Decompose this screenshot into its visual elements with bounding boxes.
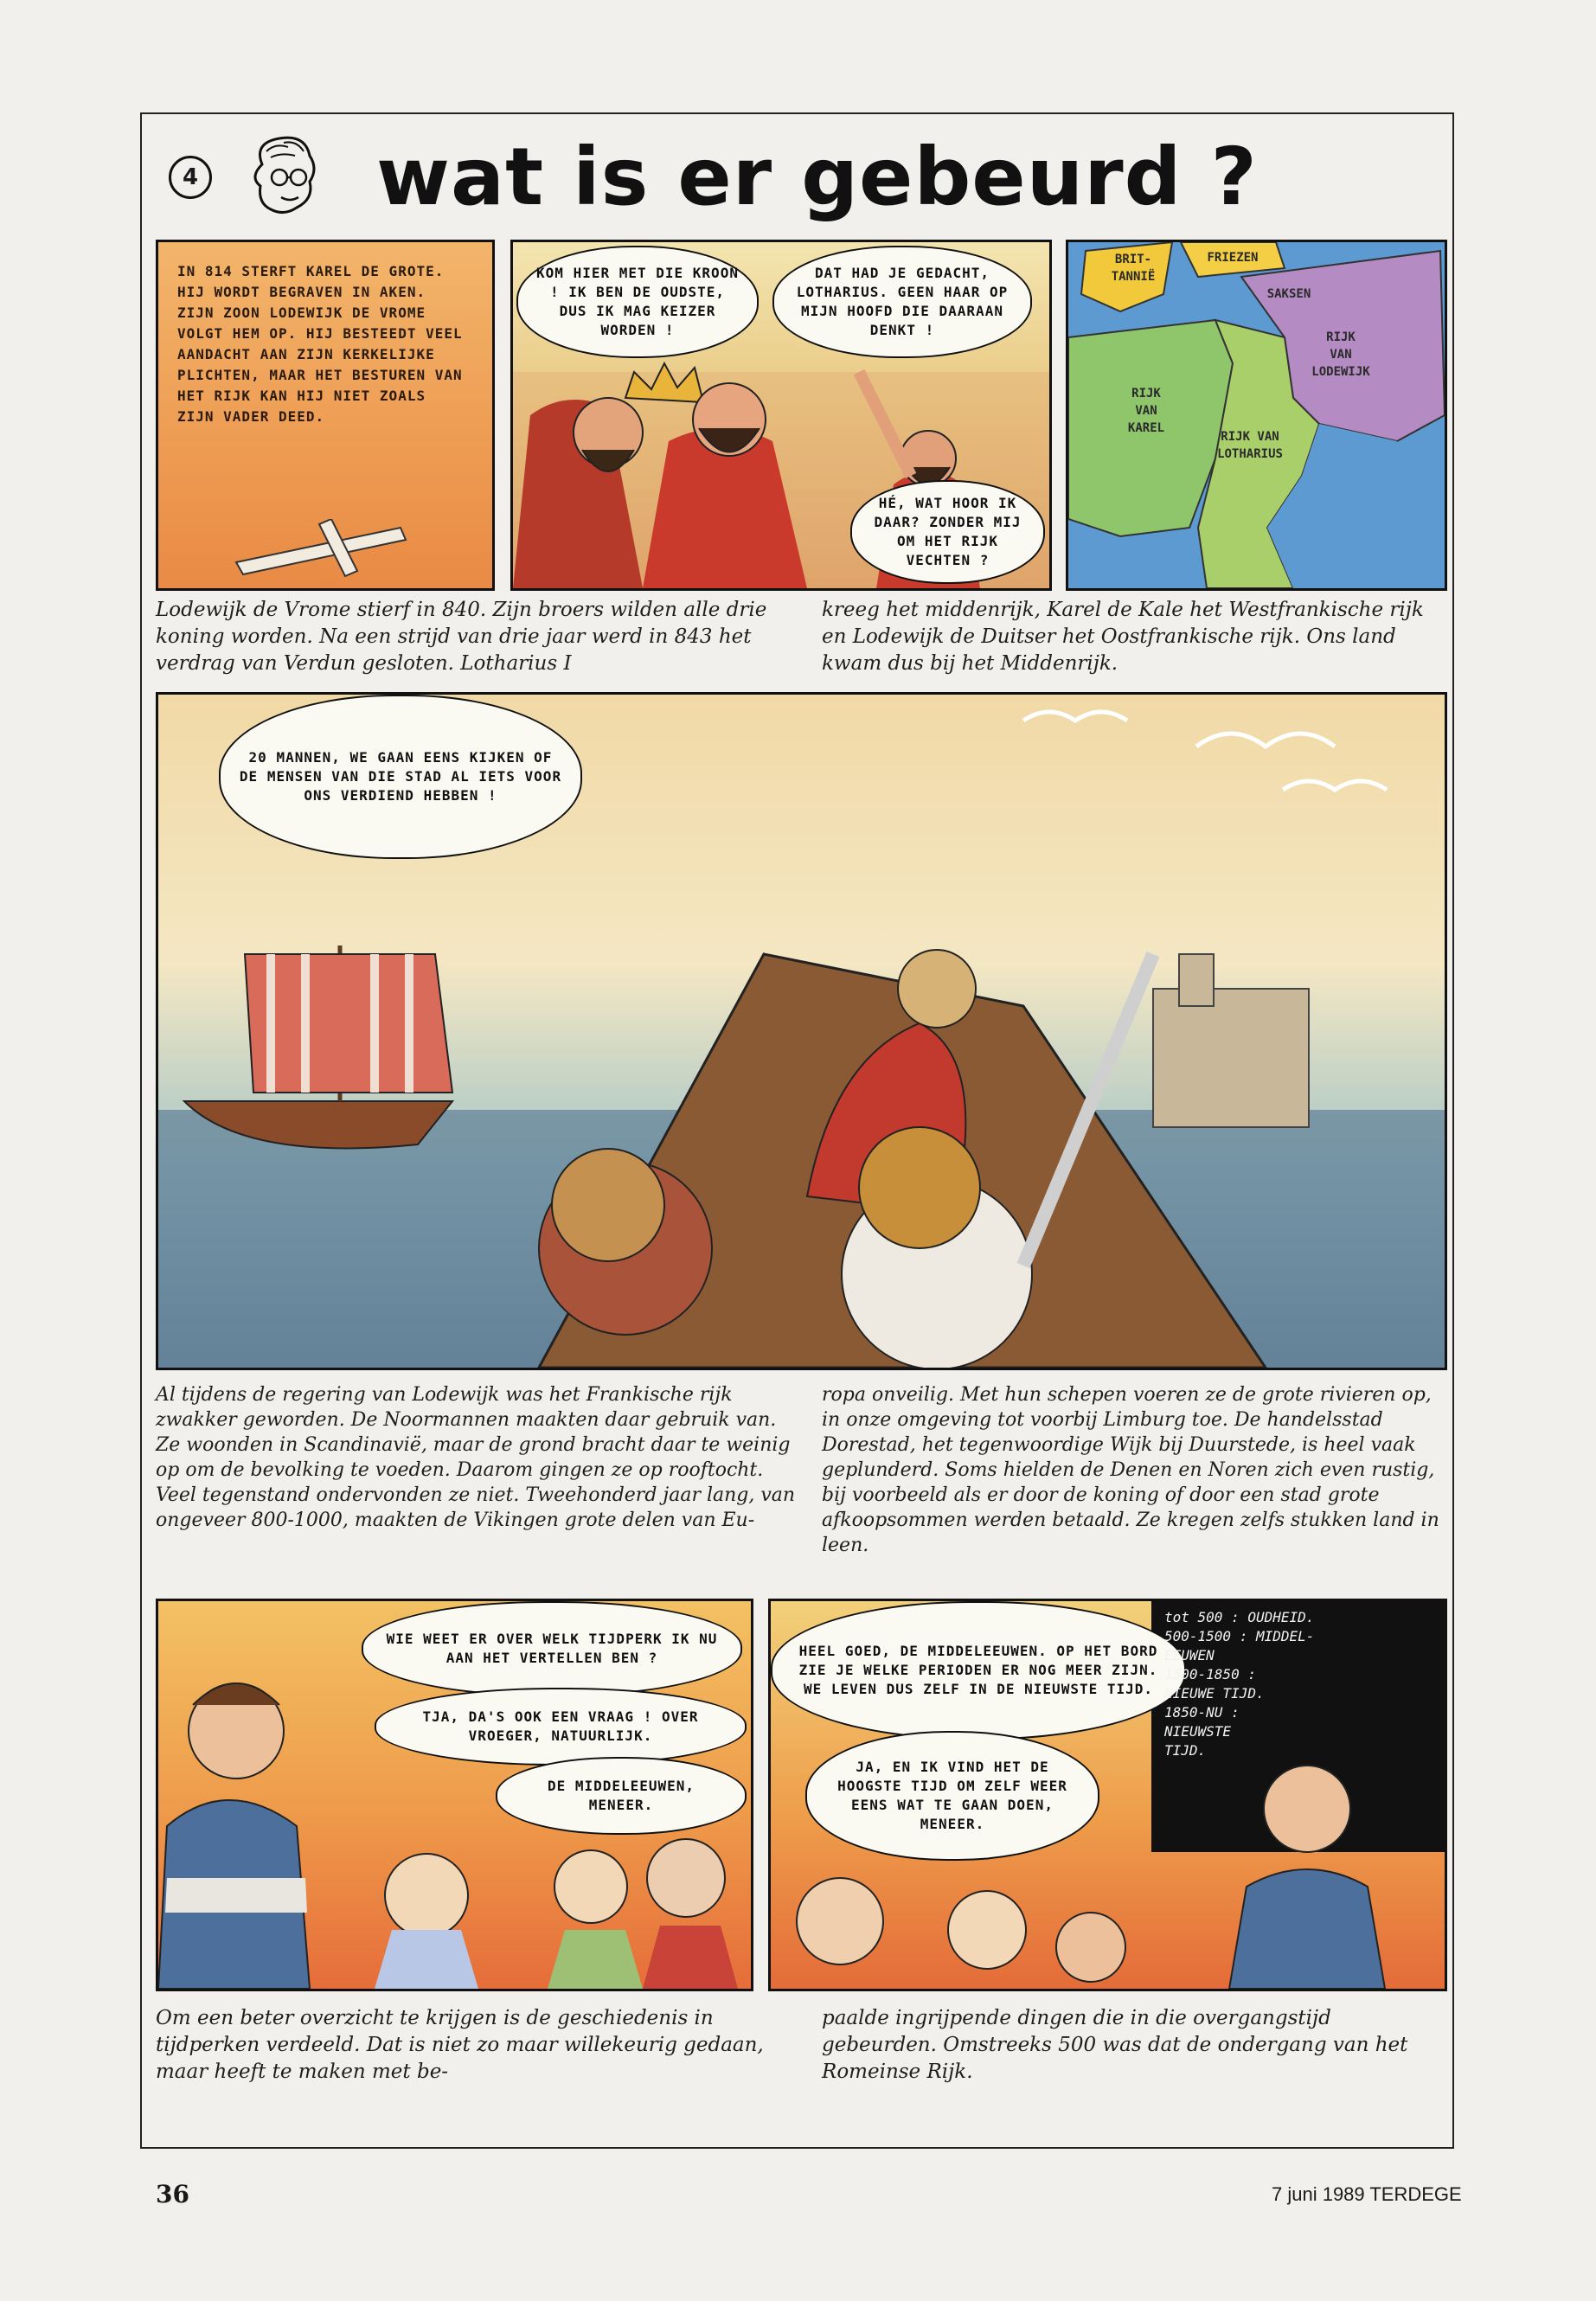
- speech-bubble-pupil-2: DE MIDDELEEUWEN, MENEER.: [496, 1757, 747, 1835]
- speech-bubble-lotharius: KOM HIER MET DIE KROON ! IK BEN DE OUDSTE, DUS IK MAG KEIZER WORDEN !: [516, 246, 759, 358]
- page-title: wat is er gebeurd ?: [376, 131, 1258, 223]
- text-block-2-left: Al tijdens de regering van Lodewijk was het Frankische rijk zwakker geworden. De Noormannen maakten daar gebruik van. Ze woonden in Scandinavië, maar de grond bracht daar te weinig op om de bevolking te voeden. Daarom gingen ze op rooftocht. Veel tegenstand ondervonden ze niet. Tweehonderd jaar lang, van ongeveer 800-1000, maakten de Vikingen grote delen van Eu-: [156, 1384, 796, 1531]
- cross-icon: [228, 519, 452, 588]
- speech-bubble-brother: DAT HAD JE GEDACHT, LOTHARIUS. GEEN HAAR OP MIJN HOOFD DIE DAARAAN DENKT !: [772, 246, 1032, 358]
- blackboard-timeline: tot 500 : OUDHEID. 500-1500 : MIDDEL- EEUWEN 1500-1850 : NIEUWE TIJD. 1850-NU : NIEUWSTE TIJD.: [1164, 1609, 1315, 1759]
- panel-classroom-1: [156, 1599, 753, 1991]
- speech-bubble-karel: HÉ, WAT HOOR IK DAAR? ZONDER MIJ OM HET RIJK VECHTEN ?: [850, 480, 1045, 584]
- map-label-rijk-lodewijk: RIJK VAN LODEWIJK: [1311, 330, 1370, 379]
- panel-crown: [510, 240, 1052, 591]
- page-number: 36: [156, 2180, 189, 2208]
- header: [160, 130, 1440, 225]
- text-block-3-left: Om een beter overzicht te krijgen is de geschiedenis in tijdperken verdeeld. Dat is niet zo maar willekeurig gedaan, maar heeft te maken met be-: [156, 2007, 764, 2083]
- text-block-2-right: ropa onveilig. Met hun schepen voeren ze de grote rivieren op, in onze omgeving tot voorbij Limburg toe. De handelsstad Dorestad, het tegenwoordige Wijk bij Duurstede, is heel vaak geplunderd. Soms hielden de Denen en Noren zich even rustig, bij voorbeeld als er door de koning of door een stad grote afkoopsommen werden betaald. Ze kregen zelfs stukken land in leen.: [822, 1384, 1439, 1556]
- speech-bubble-pupil-3: JA, EN IK VIND HET DE HOOGSTE TIJD OM ZELF WEER EENS WAT TE GAAN DOEN, MENEER.: [805, 1731, 1099, 1861]
- panel-classroom-2: [768, 1599, 1447, 1991]
- chapter-number: 4: [182, 164, 199, 190]
- chapter-number-circle: [169, 156, 212, 199]
- panel-intro: [156, 240, 495, 591]
- text-block-1-left: Lodewijk de Vrome stierf in 840. Zijn broers wilden alle drie koning worden. Na een strijd van drie jaar werd in 843 het verdrag van Verdun gesloten. Lotharius I: [156, 599, 767, 675]
- map-label-rijk-karel: RIJK VAN KAREL: [1127, 387, 1165, 435]
- panel-vikings: [156, 692, 1447, 1370]
- map-label-friezen: FRIEZEN: [1207, 251, 1259, 265]
- text-block-1-right: kreeg het middenrijk, Karel de Kale het Westfrankische rijk en Lodewijk de Duitser het Oostfrankische rijk. Ons land kwam dus bij het Middenrijk.: [822, 599, 1424, 675]
- intro-caption: IN 814 STERFT KAREL DE GROTE. HIJ WORDT BEGRAVEN IN AKEN. ZIJN ZOON LODEWIJK DE VROME VOLGT HEM OP. HIJ BESTEEDT VEEL AANDACHT AAN ZIJN KERKELIJKE PLICHTEN, MAAR HET BESTUREN VAN HET RIJK KAN HIJ NIET ZOALS ZIJN VADER DEED.: [177, 263, 463, 425]
- speech-bubble-teacher-question: WIE WEET ER OVER WELK TIJDPERK IK NU AAN HET VERTELLEN BEN ?: [362, 1601, 742, 1696]
- speech-bubble-teacher-answer: HEEL GOED, DE MIDDELEEUWEN. OP HET BORD ZIE JE WELKE PERIODEN ER NOG MEER ZIJN. WE LEVEN DUS ZELF IN DE NIEUWSTE TIJD.: [771, 1601, 1186, 1740]
- panel-map: [1066, 240, 1447, 591]
- speech-bubble-pupil-1: TJA, DA'S OOK EEN VRAAG ! OVER VROEGER, NATUURLIJK.: [375, 1688, 747, 1766]
- text-block-3-right: paalde ingrijpende dingen die in die overgangstijd gebeurden. Omstreeks 500 was dat de ondergang van het Romeinse Rijk.: [822, 2007, 1408, 2083]
- author-portrait-icon: [236, 130, 331, 225]
- map-label-rijk-lotharius: RIJK VAN LOTHARIUS: [1217, 430, 1283, 461]
- issue-date: 7 juni 1989 TERDEGE: [1272, 2183, 1462, 2205]
- map-label-brittannie: BRIT- TANNIË: [1111, 253, 1156, 284]
- map-label-saksen: SAKSEN: [1266, 287, 1311, 301]
- speech-bubble-viking: 20 MANNEN, WE GAAN EENS KIJKEN OF DE MENSEN VAN DIE STAD AL IETS VOOR ONS VERDIEND HEBBEN !: [219, 695, 582, 859]
